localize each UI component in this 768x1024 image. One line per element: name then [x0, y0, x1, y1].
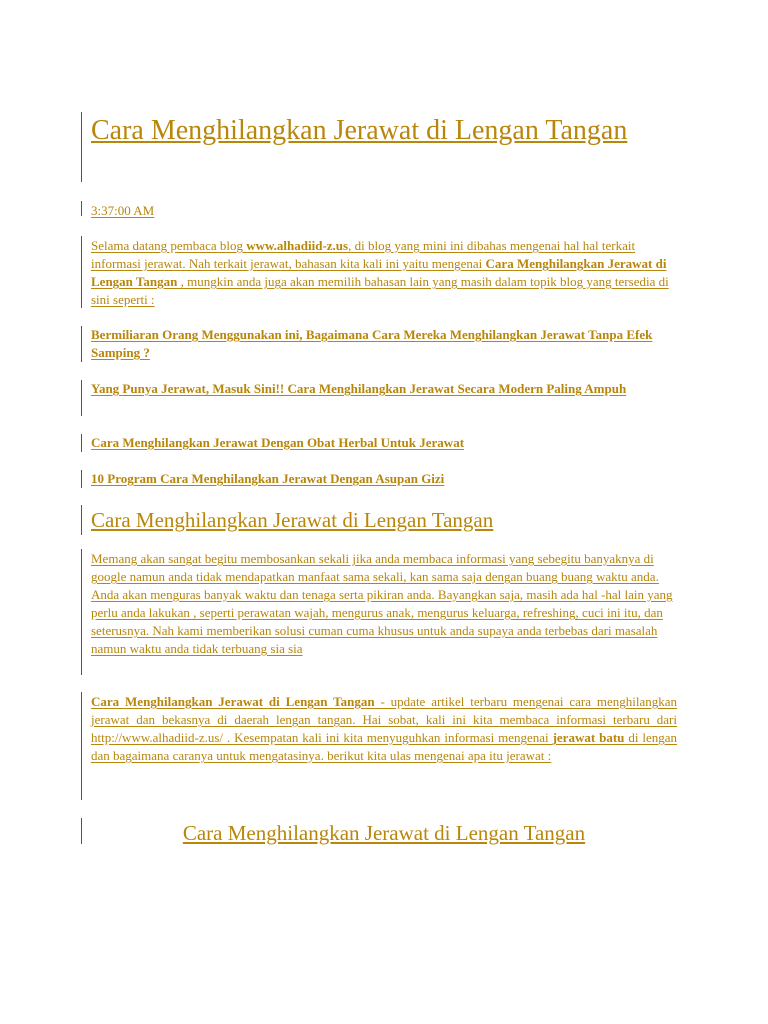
post-time[interactable]: 3:37:00 AM [91, 203, 155, 218]
blog-link[interactable]: www.alhadiid-z.us [246, 238, 349, 253]
bottom-title[interactable]: Cara Menghilangkan Jerawat di Lengan Tangan [182, 821, 586, 845]
intro-text-3: , mungkin anda juga akan memilih bahasan lain yang masih dalam topik blog yang tersedia di sini seperti : [91, 274, 669, 307]
margin-bar [81, 380, 82, 416]
intro-text-1: Selama datang pembaca blog [91, 238, 247, 253]
margin-bar [81, 549, 82, 675]
section-title[interactable]: Cara Menghilangkan Jerawat di Lengan Tangan [91, 508, 494, 532]
jerawat-batu-link[interactable]: jerawat batu [552, 730, 625, 745]
body2-text-2: di lengan dan bagaimana caranya untuk mengatasinya. berikut kita ulas mengenai apa itu jerawat : [91, 730, 678, 763]
margin-bar [81, 326, 82, 362]
article-lead-link[interactable]: Cara Menghilangkan Jerawat di Lengan Tangan [91, 694, 375, 709]
related-link-1[interactable]: Bermiliaran Orang Menggunakan ini, Bagaimana Cara Mereka Menghilangkan Jerawat Tanpa Efek Samping ? [91, 327, 653, 360]
body-paragraph-1: Memang akan sangat begitu membosankan sekali jika anda membaca informasi yang sebegitu banyaknya di google namun anda tidak mendapatkan manfaat sama sekali, kan sama saja dengan buang buang waktu anda. Anda akan menguras banyak waktu dan tenaga serta pikiran anda. Bayangkan saja, masih ada hal -hal lain yang perlu anda lakukan , seperti perawatan wajah, mengurus anak, mengurus keluarga, refreshing, cuci ini itu, dan seterusnya. Nah kami memberikan solusi cuman cuma khusus untuk anda supaya anda terbebas dari masalah namun waktu anda tidak terbuang sia sia [91, 551, 673, 656]
margin-bar [81, 505, 82, 535]
topic-link[interactable]: Cara Menghilangkan Jerawat di Lengan Tangan [91, 256, 667, 289]
related-link-4[interactable]: 10 Program Cara Menghilangkan Jerawat Dengan Asupan Gizi [91, 471, 445, 486]
margin-bar [81, 470, 82, 488]
intro-text-2: , di blog yang mini ini dibahas mengenai hal hal terkait informasi jerawat. Nah terkait jerawat, bahasan kita kali ini yaitu mengenai [91, 238, 636, 271]
margin-bar [81, 112, 82, 182]
intro-paragraph [91, 237, 671, 309]
body2-text-1: - update artikel terbaru mengenai cara menghilangkan jerawat dan bekasnya di daerah lengan tangan. Hai sobat, kali ini kita membaca informasi terbaru dari http://www.alhadiid-z.us/ . Kesempatan kali ini kita menyuguhkan informasi mengenai [91, 694, 677, 745]
related-link-2[interactable]: Yang Punya Jerawat, Masuk Sini!! Cara Menghilangkan Jerawat Secara Modern Paling Ampuh [91, 381, 627, 396]
margin-bar [81, 818, 82, 844]
margin-bar [81, 201, 82, 216]
post-title[interactable]: Cara Menghilangkan Jerawat di Lengan Tangan [91, 115, 628, 146]
margin-bar [81, 236, 82, 308]
margin-bar [81, 692, 82, 800]
body-paragraph-2 [91, 693, 677, 765]
related-link-3[interactable]: Cara Menghilangkan Jerawat Dengan Obat Herbal Untuk Jerawat [91, 435, 465, 450]
margin-bar [81, 434, 82, 452]
